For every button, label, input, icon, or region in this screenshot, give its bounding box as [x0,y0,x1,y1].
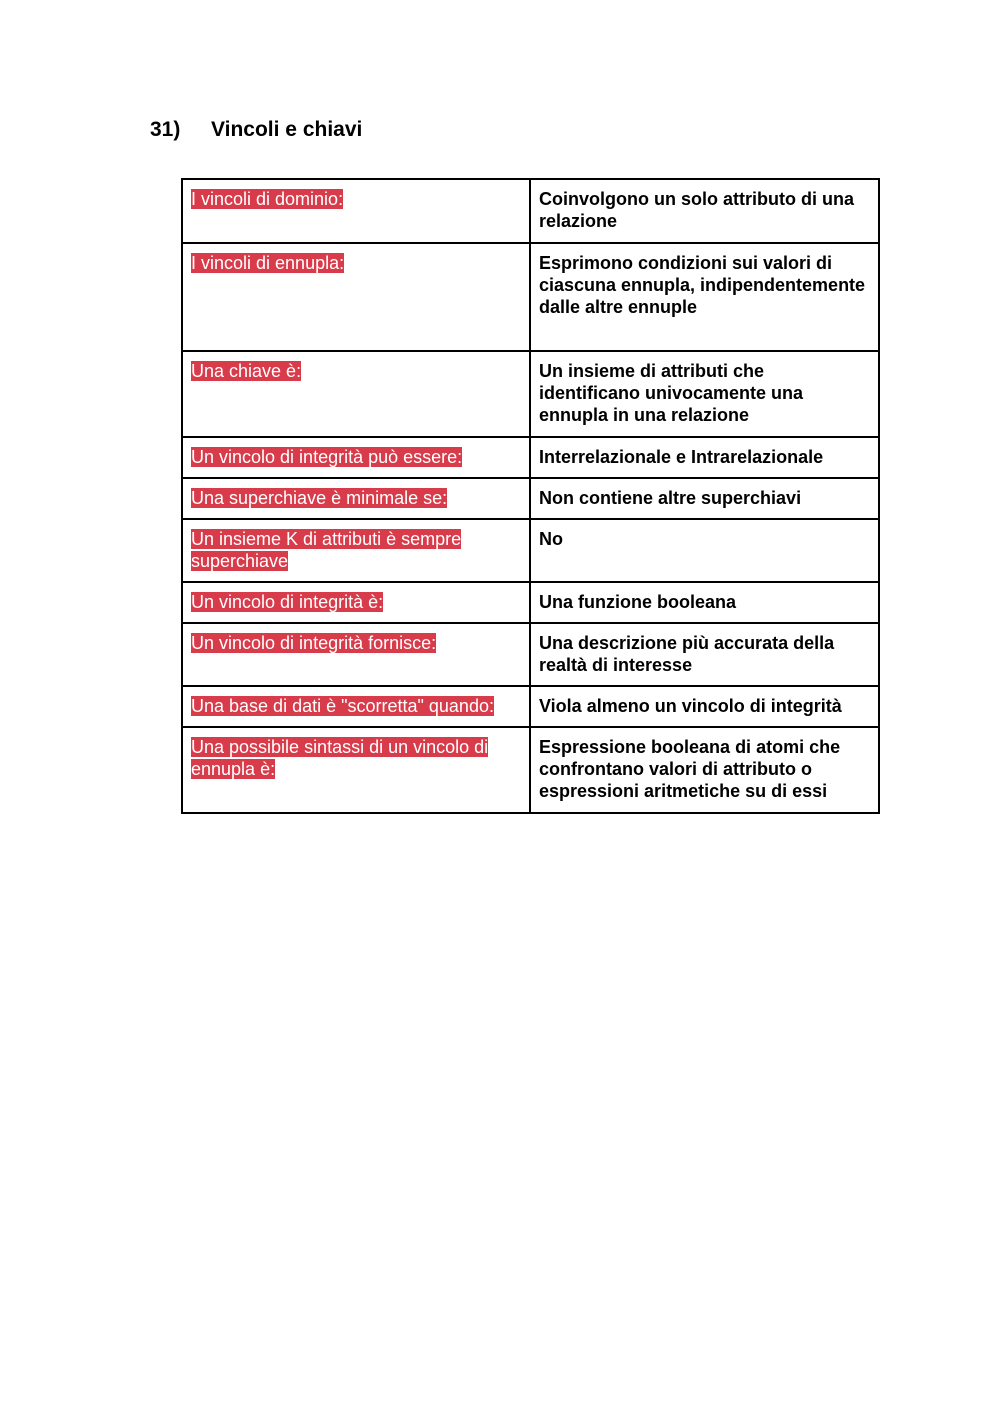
answer-cell: Espressione booleana di atomi che confrontano valori di attributo o espressioni aritmetiche su di essi [530,727,879,813]
question-text: Una superchiave è minimale se: [191,488,448,508]
question-text: I vincoli di dominio: [191,189,344,209]
question-cell [182,727,530,813]
answer-cell: Interrelazionale e Intrarelazionale [530,437,879,478]
question-cell [182,478,530,519]
question-cell [182,179,530,243]
answer-cell: No [530,519,879,582]
question-text: Un vincolo di integrità può essere: [191,447,463,467]
question-cell [182,686,530,727]
answer-cell: Esprimono condizioni sui valori di ciascuna ennupla, indipendentemente dalle altre ennuple [530,243,879,351]
answer-cell: Un insieme di attributi che identificano univocamente una ennupla in una relazione [530,351,879,437]
question-text: Un vincolo di integrità fornisce: [191,633,437,653]
section-number: 31) [150,118,181,141]
question-text: Un insieme K di attributi è sempre superchiave [191,529,462,571]
question-text: Un vincolo di integrità è: [191,592,384,612]
answer-cell: Una descrizione più accurata della realtà di interesse [530,623,879,686]
question-cell [182,519,530,582]
answer-cell: Coinvolgono un solo attributo di una relazione [530,179,879,243]
answer-cell: Non contiene altre superchiavi [530,478,879,519]
question-cell [182,437,530,478]
answer-cell: Viola almeno un vincolo di integrità [530,686,879,727]
section-heading [150,118,362,142]
table-row [182,437,879,478]
question-text: Una chiave è: [191,361,302,381]
question-cell [182,623,530,686]
section-title: Vincoli e chiavi [211,118,363,141]
question-text: Una possibile sintassi di un vincolo di ennupla è: [191,737,489,779]
qa-table [181,178,880,814]
question-text: Una base di dati è "scorretta" quando: [191,696,494,716]
answer-cell: Una funzione booleana [530,582,879,623]
question-cell [182,243,530,351]
question-cell [182,351,530,437]
table-row [182,478,879,519]
table-row [182,351,879,437]
question-text: I vincoli di ennupla: [191,253,345,273]
question-cell [182,582,530,623]
table-row [182,582,879,623]
table-row [182,243,879,351]
table-row [182,686,879,727]
table-row [182,519,879,582]
table-row [182,727,879,813]
table-row [182,623,879,686]
table-row [182,179,879,243]
